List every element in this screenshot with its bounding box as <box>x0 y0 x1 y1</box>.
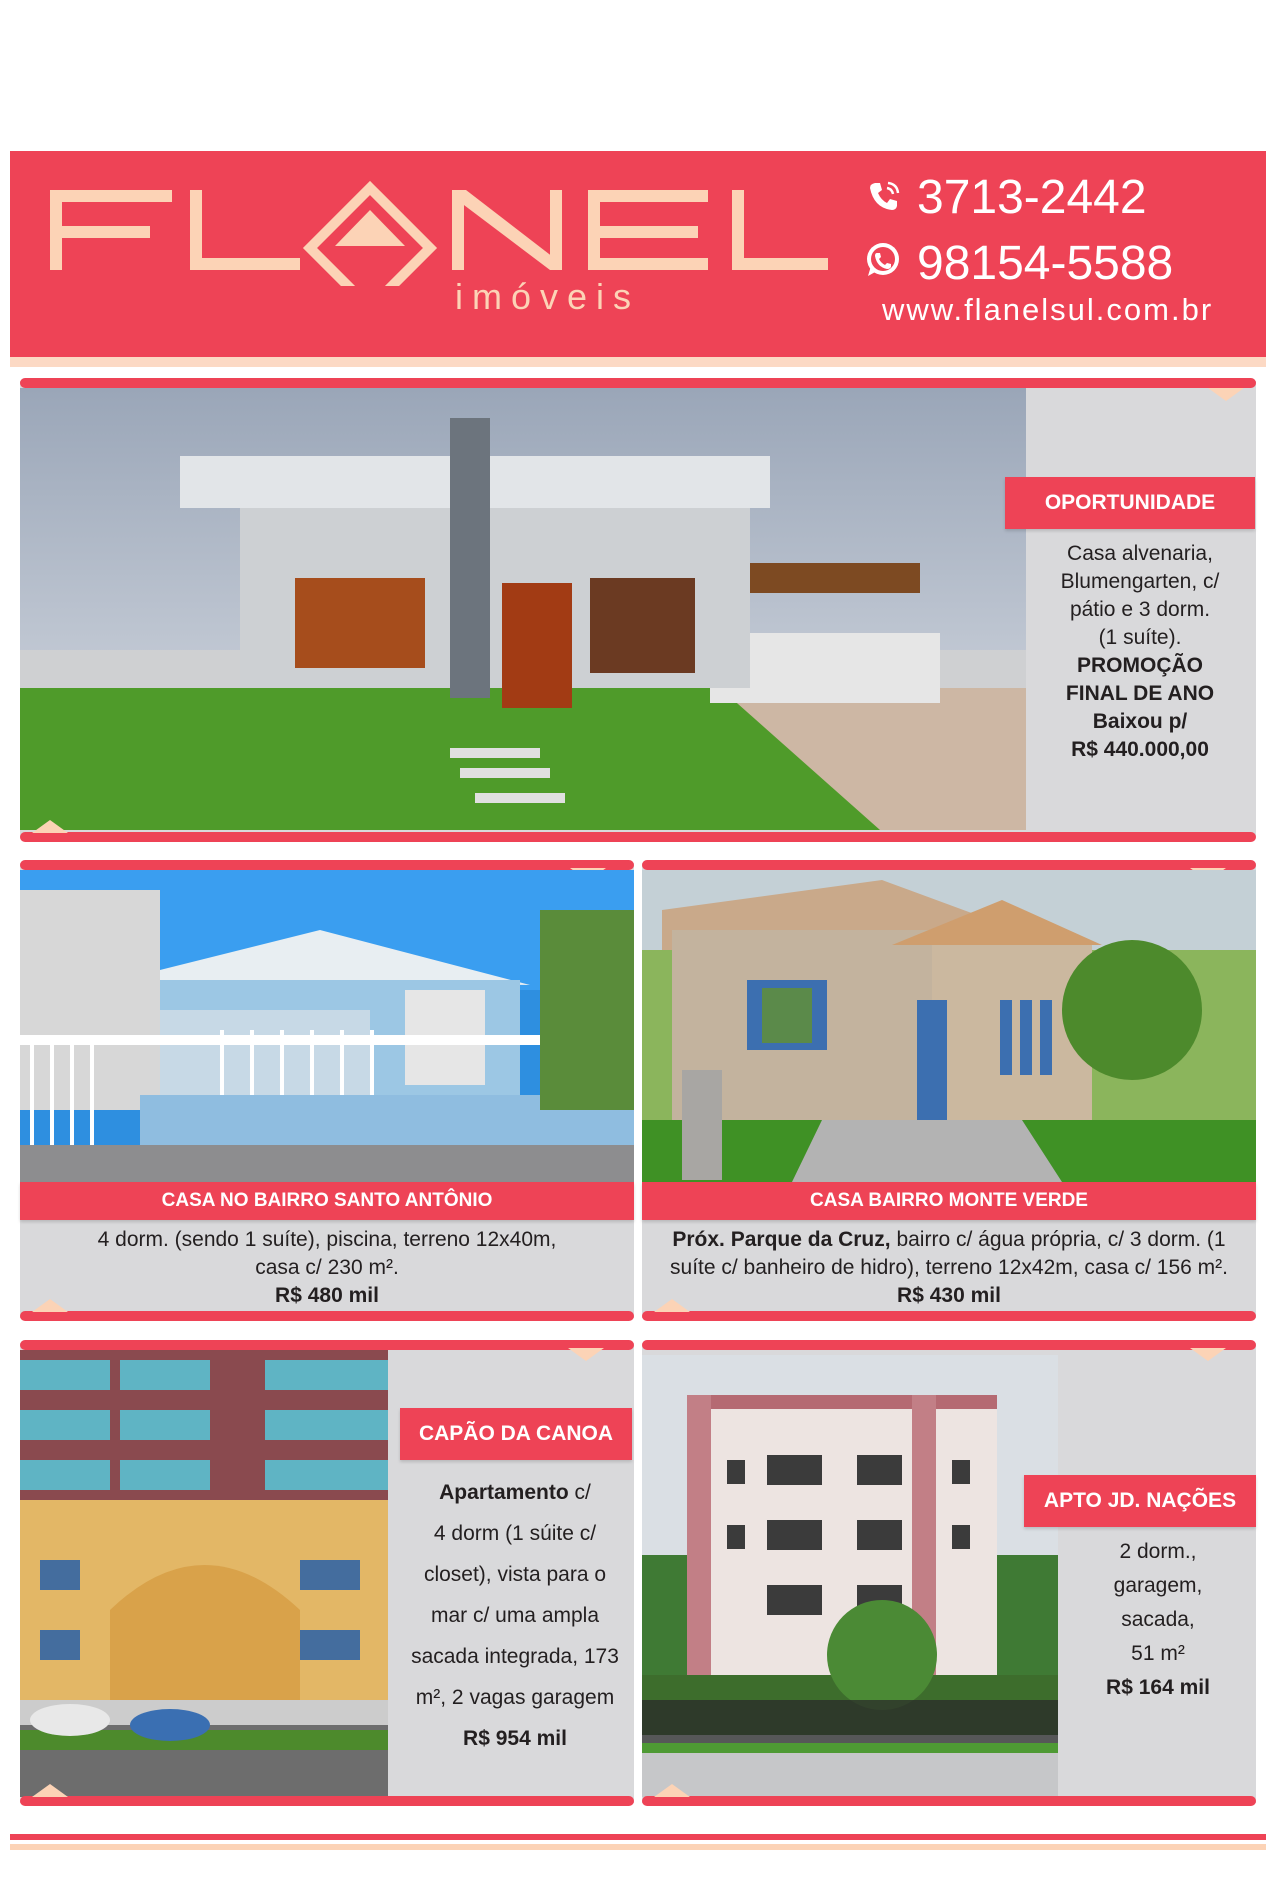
description-oportunidade <box>1030 540 1250 764</box>
label-santo-antonio: CASA NO BAIRRO SANTO ANTÔNIO <box>20 1182 634 1220</box>
listing-bottom-bar <box>20 1311 634 1321</box>
listing-bottom-bar <box>20 1796 634 1806</box>
corner-triangle <box>32 1299 68 1312</box>
house-photo <box>20 388 1026 830</box>
desc-bold: Apartamento <box>439 1481 569 1504</box>
label-capao-da-canoa: CAPÃO DA CANOA <box>400 1408 632 1460</box>
house-photo <box>642 870 1256 1182</box>
desc-bold: Próx. Parque da Cruz, <box>672 1228 891 1251</box>
header-divider <box>10 357 1266 367</box>
desc-line: FINAL DE ANO <box>1065 682 1215 705</box>
description-monte-verde <box>642 1226 1256 1310</box>
description-santo-antonio <box>20 1226 634 1310</box>
corner-triangle <box>1208 388 1244 401</box>
whatsapp-icon <box>862 240 902 280</box>
desc-line: (1 suíte). <box>1098 626 1182 649</box>
listing-top-bar <box>20 378 1256 388</box>
footer-bar <box>10 1834 1266 1840</box>
corner-triangle <box>568 1348 604 1361</box>
label-monte-verde: CASA BAIRRO MONTE VERDE <box>642 1182 1256 1220</box>
description-capao-da-canoa <box>395 1472 635 1759</box>
desc-line: mar c/ uma ampla <box>430 1604 600 1627</box>
corner-triangle <box>1190 1348 1226 1361</box>
logo-diamond-icon <box>40 176 830 286</box>
listing-bottom-bar <box>642 1311 1256 1321</box>
desc-line: suíte c/ banheiro de hidro), terreno 12x42m, casa c/ 156 m². <box>670 1256 1228 1279</box>
description-jd-nacoes <box>1058 1535 1258 1705</box>
price: R$ 480 mil <box>275 1284 379 1307</box>
price: R$ 164 mil <box>1106 1676 1210 1699</box>
house-photo <box>20 870 634 1182</box>
price: R$ 954 mil <box>463 1727 567 1750</box>
whatsapp-number[interactable]: 98154-5588 <box>917 237 1174 290</box>
corner-triangle <box>32 820 68 833</box>
desc-line: casa c/ 230 m². <box>255 1256 399 1279</box>
desc-line: Baixou p/ <box>1092 710 1188 733</box>
desc-line: Casa alvenaria, <box>1067 542 1213 565</box>
desc-line: sacada integrada, 173 <box>411 1645 619 1668</box>
building-photo <box>20 1350 388 1797</box>
listing-top-bar <box>642 860 1256 870</box>
desc-line: sacada, <box>1121 1608 1195 1631</box>
price: R$ 430 mil <box>897 1284 1001 1307</box>
building-photo <box>642 1355 1058 1797</box>
label-oportunidade: OPORTUNIDADE <box>1005 477 1255 529</box>
desc-line: 2 dorm., <box>1119 1540 1197 1563</box>
desc-line: closet), vista para o <box>423 1563 607 1586</box>
listing-top-bar <box>20 1340 634 1350</box>
desc-line: 4 dorm (1 súite c/ <box>433 1522 597 1545</box>
corner-triangle <box>32 1784 68 1797</box>
brand-logo <box>40 176 830 286</box>
desc-line: m², 2 vagas garagem <box>415 1686 615 1709</box>
phone-icon <box>866 178 902 214</box>
desc-line <box>395 1472 635 1513</box>
phone-number[interactable]: 3713-2442 <box>917 171 1147 224</box>
desc-line: PROMOÇÃO <box>1077 654 1203 677</box>
desc-text: bairro c/ água própria, c/ 3 dorm. (1 <box>890 1228 1226 1251</box>
footer-bar-accent <box>10 1844 1266 1850</box>
listing-top-bar <box>642 1340 1256 1350</box>
desc-text: c/ <box>568 1481 591 1504</box>
website-link[interactable]: www.flanelsul.com.br <box>882 292 1214 327</box>
listing-bottom-bar <box>20 832 1256 842</box>
desc-line: pátio e 3 dorm. <box>1069 598 1211 621</box>
label-jd-nacoes: APTO JD. NAÇÕES <box>1024 1475 1256 1527</box>
corner-triangle <box>654 1784 690 1797</box>
price: R$ 440.000,00 <box>1071 738 1209 761</box>
listing-top-bar <box>20 860 634 870</box>
desc-line: 51 m² <box>1131 1642 1185 1665</box>
desc-line: Blumengarten, c/ <box>1060 570 1220 593</box>
listing-bottom-bar <box>642 1796 1256 1806</box>
corner-triangle <box>654 1299 690 1312</box>
desc-line <box>642 1226 1256 1254</box>
brand-subtitle: imóveis <box>455 276 641 317</box>
desc-line: garagem, <box>1113 1574 1203 1597</box>
desc-line: 4 dorm. (sendo 1 suíte), piscina, terreno 12x40m, <box>97 1228 557 1251</box>
